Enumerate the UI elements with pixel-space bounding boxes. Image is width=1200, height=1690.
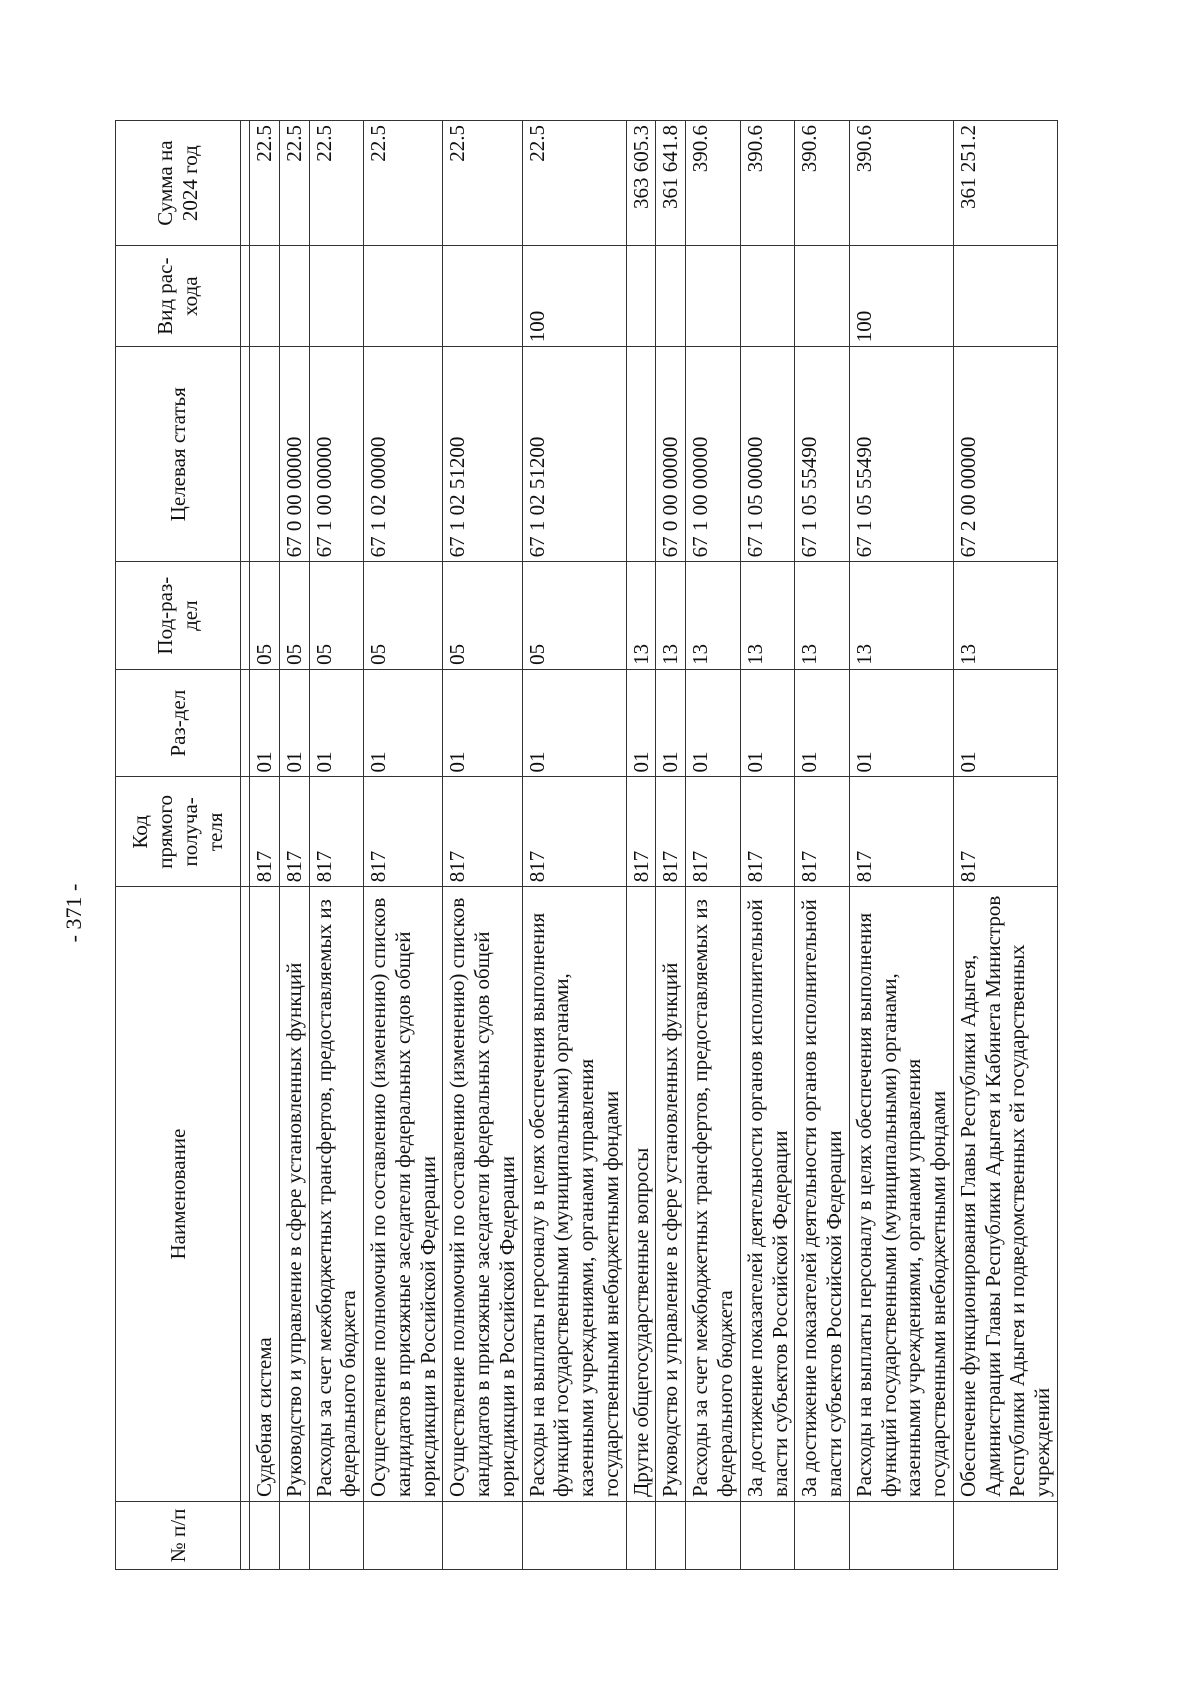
row-section: 01 [443, 669, 522, 777]
row-expense-type [953, 246, 1057, 347]
row-section: 01 [953, 669, 1057, 777]
table-row [364, 121, 443, 1570]
row-recipient-code: 817 [795, 777, 850, 887]
header-num: № п/п [116, 1501, 241, 1569]
row-sum: 22.5 [279, 121, 309, 246]
row-name: За достижение показателей деятельности органов исполнительной власти субъектов Российской Федерации [740, 887, 795, 1502]
header-name: Наименование [116, 887, 241, 1502]
row-target: 67 0 00 00000 [656, 347, 686, 562]
row-sum: 22.5 [443, 121, 522, 246]
table-row [443, 121, 522, 1570]
row-num [849, 1501, 953, 1569]
row-subsection: 05 [250, 562, 280, 670]
row-section: 01 [849, 669, 953, 777]
row-sum: 390.6 [849, 121, 953, 246]
row-subsection: 05 [522, 562, 626, 670]
row-name: Осуществление полномочий по составлению (изменению) списков кандидатов в присяжные заседатели федеральных судов общей юрисдикции в Российской Федерации [443, 887, 522, 1502]
row-expense-type [740, 246, 795, 347]
row-sum: 363 605.3 [626, 121, 656, 246]
row-target [250, 347, 280, 562]
row-expense-type [279, 246, 309, 347]
row-subsection: 13 [656, 562, 686, 670]
row-name: Расходы на выплаты персоналу в целях обеспечения выполнения функций государственными (муниципальными) органами, казенными учреждениями, органами управления государственными внебюджетными фондами [522, 887, 626, 1502]
row-recipient-code: 817 [686, 777, 741, 887]
row-expense-type [364, 246, 443, 347]
row-subsection: 05 [309, 562, 364, 670]
table-header [116, 121, 241, 1570]
row-recipient-code: 817 [626, 777, 656, 887]
row-name: Обеспечение функционирования Главы Республики Адыгея, Администрации Главы Республики Адыгея и Кабинета Министров Республики Адыгея и подведомственных ей государственных учреждений [953, 887, 1057, 1502]
row-expense-type [686, 246, 741, 347]
spacer-cell [241, 777, 250, 887]
spacer-cell [241, 121, 250, 246]
row-target: 67 1 00 00000 [309, 347, 364, 562]
row-target: 67 1 00 00000 [686, 347, 741, 562]
table-row [522, 121, 626, 1570]
row-section: 01 [626, 669, 656, 777]
rotated-table-container [115, 120, 1065, 1570]
row-target: 67 2 00 00000 [953, 347, 1057, 562]
header-expense-type: Вид рас-хода [116, 246, 241, 347]
row-name: Расходы за счет межбюджетных трансфертов, предоставляемых из федерального бюджета [309, 887, 364, 1502]
row-subsection: 13 [626, 562, 656, 670]
row-section: 01 [656, 669, 686, 777]
table-row [953, 121, 1057, 1570]
row-num [309, 1501, 364, 1569]
row-name: Руководство и управление в сфере установленных функций [656, 887, 686, 1502]
row-subsection: 05 [364, 562, 443, 670]
budget-table [115, 120, 1058, 1570]
row-subsection: 05 [279, 562, 309, 670]
row-expense-type: 100 [522, 246, 626, 347]
spacer-cell [241, 1501, 250, 1569]
spacer-cell [241, 669, 250, 777]
row-recipient-code: 817 [364, 777, 443, 887]
row-recipient-code: 817 [443, 777, 522, 887]
table-row [309, 121, 364, 1570]
row-expense-type [309, 246, 364, 347]
row-name: Руководство и управление в сфере установленных функций [279, 887, 309, 1502]
row-subsection: 13 [740, 562, 795, 670]
row-section: 01 [795, 669, 850, 777]
row-target: 67 1 05 55490 [795, 347, 850, 562]
row-num [686, 1501, 741, 1569]
table-row [656, 121, 686, 1570]
row-target: 67 1 05 55490 [849, 347, 953, 562]
header-section: Раз-дел [116, 669, 241, 777]
header-target: Целевая статья [116, 347, 241, 562]
row-sum: 361 641.8 [656, 121, 686, 246]
row-num [626, 1501, 656, 1569]
row-num [279, 1501, 309, 1569]
row-num [953, 1501, 1057, 1569]
row-section: 01 [740, 669, 795, 777]
row-section: 01 [309, 669, 364, 777]
row-section: 01 [250, 669, 280, 777]
row-sum: 390.6 [686, 121, 741, 246]
row-num [740, 1501, 795, 1569]
table-row [279, 121, 309, 1570]
row-recipient-code: 817 [953, 777, 1057, 887]
table-row [250, 121, 280, 1570]
table-row [686, 121, 741, 1570]
row-recipient-code: 817 [279, 777, 309, 887]
row-num [522, 1501, 626, 1569]
row-target: 67 0 00 00000 [279, 347, 309, 562]
row-num [364, 1501, 443, 1569]
row-name: Осуществление полномочий по составлению (изменению) списков кандидатов в присяжные заседатели федеральных судов общей юрисдикции в Российской Федерации [364, 887, 443, 1502]
table-row [795, 121, 850, 1570]
spacer-cell [241, 246, 250, 347]
row-sum: 22.5 [250, 121, 280, 246]
header-recipient-code: Код прямого получа-теля [116, 777, 241, 887]
row-num [250, 1501, 280, 1569]
row-name: Расходы на выплаты персоналу в целях обеспечения выполнения функций государственными (муниципальными) органами, казенными учреждениями, органами управления государственными внебюджетными фондами [849, 887, 953, 1502]
table-row [740, 121, 795, 1570]
row-subsection: 13 [849, 562, 953, 670]
row-name: Судебная система [250, 887, 280, 1502]
row-subsection: 13 [953, 562, 1057, 670]
row-expense-type [250, 246, 280, 347]
row-expense-type [443, 246, 522, 347]
row-expense-type [795, 246, 850, 347]
row-num [795, 1501, 850, 1569]
row-recipient-code: 817 [849, 777, 953, 887]
row-name: За достижение показателей деятельности органов исполнительной власти субъектов Российской Федерации [795, 887, 850, 1502]
row-expense-type: 100 [849, 246, 953, 347]
row-name: Другие общегосударственные вопросы [626, 887, 656, 1502]
row-section: 01 [364, 669, 443, 777]
row-recipient-code: 817 [309, 777, 364, 887]
row-subsection: 13 [686, 562, 741, 670]
row-target: 67 1 02 51200 [522, 347, 626, 562]
row-sum: 22.5 [309, 121, 364, 246]
table-body [241, 121, 1058, 1570]
row-sum: 361 251.2 [953, 121, 1057, 246]
row-sum: 390.6 [740, 121, 795, 246]
table-row [626, 121, 656, 1570]
row-subsection: 05 [443, 562, 522, 670]
row-subsection: 13 [795, 562, 850, 670]
header-subsection: Под-раз-дел [116, 562, 241, 670]
row-num [443, 1501, 522, 1569]
spacer-cell [241, 562, 250, 670]
table-row [849, 121, 953, 1570]
row-target: 67 1 05 00000 [740, 347, 795, 562]
row-section: 01 [686, 669, 741, 777]
row-name: Расходы за счет межбюджетных трансфертов, предоставляемых из федерального бюджета [686, 887, 741, 1502]
row-expense-type [626, 246, 656, 347]
row-target [626, 347, 656, 562]
row-section: 01 [279, 669, 309, 777]
spacer-cell [241, 887, 250, 1502]
row-recipient-code: 817 [740, 777, 795, 887]
row-target: 67 1 02 00000 [364, 347, 443, 562]
row-recipient-code: 817 [656, 777, 686, 887]
row-sum: 390.6 [795, 121, 850, 246]
header-sum: Сумма на 2024 год [116, 121, 241, 246]
row-section: 01 [522, 669, 626, 777]
spacer-cell [241, 347, 250, 562]
row-recipient-code: 817 [250, 777, 280, 887]
row-sum: 22.5 [364, 121, 443, 246]
row-sum: 22.5 [522, 121, 626, 246]
page-number: - 371 - [61, 883, 86, 943]
spacer-row [241, 121, 250, 1570]
row-recipient-code: 817 [522, 777, 626, 887]
row-expense-type [656, 246, 686, 347]
row-target: 67 1 02 51200 [443, 347, 522, 562]
row-num [656, 1501, 686, 1569]
